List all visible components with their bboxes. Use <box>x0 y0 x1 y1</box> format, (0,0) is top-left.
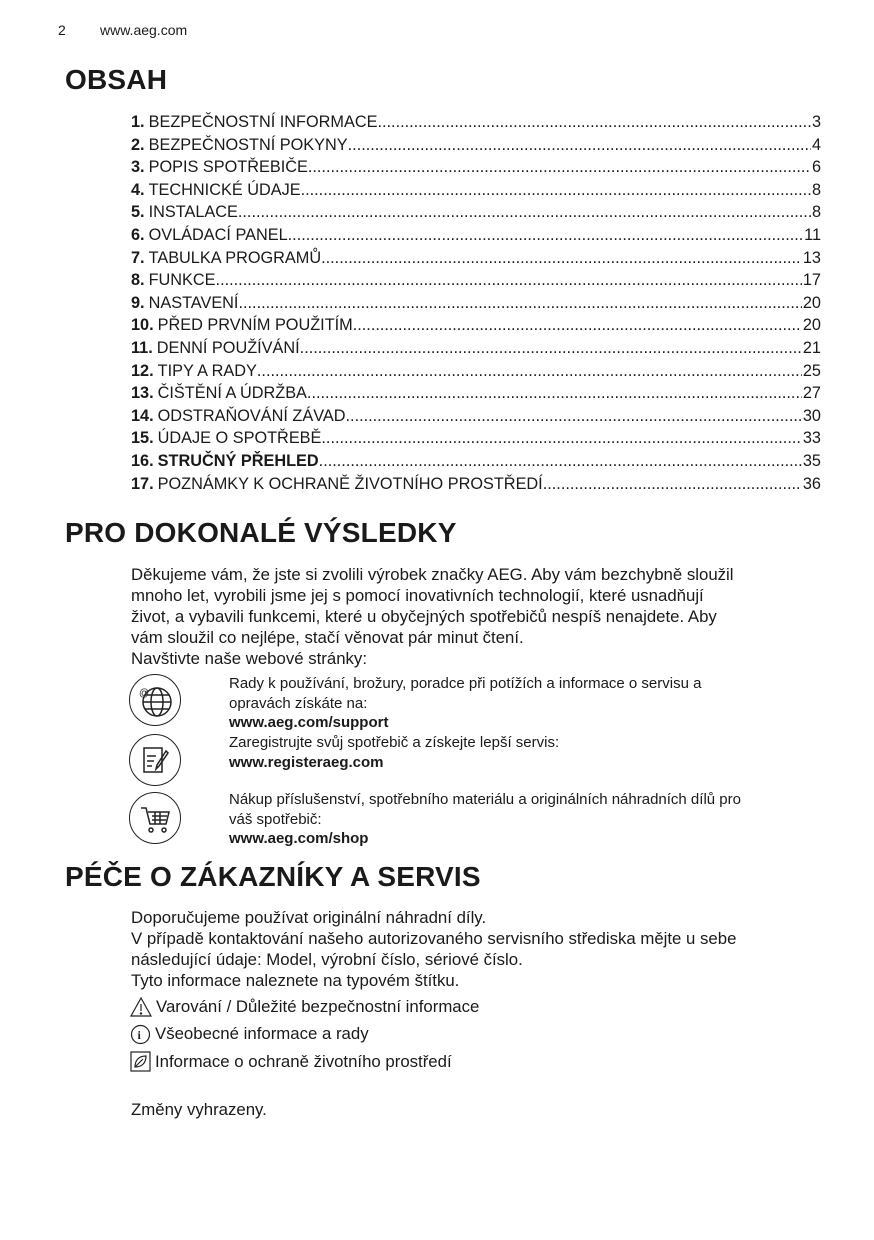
toc-leader <box>238 292 801 315</box>
toc-page: 13 <box>802 248 821 267</box>
toc-number: 16. <box>131 451 154 470</box>
symbol-legend <box>130 993 479 1076</box>
support-link[interactable]: www.aeg.com/support <box>229 714 389 731</box>
toc-leader <box>257 360 802 383</box>
toc-entry[interactable] <box>131 111 821 134</box>
toc-label: INSTALACE <box>148 203 238 222</box>
toc-leader <box>216 269 802 292</box>
changes-reserved: Změny vyhrazeny. <box>131 1100 267 1119</box>
toc-leader <box>308 156 811 179</box>
toc-label: ÚDAJE O SPOTŘEBĚ <box>157 429 322 448</box>
results-intro <box>131 564 831 669</box>
toc-entry[interactable] <box>131 450 821 473</box>
warning-icon <box>130 997 152 1017</box>
toc-page: 20 <box>802 316 821 335</box>
intro-line: mnoho let, vyrobili jsme jej s pomocí inovativních technologií, které usnadňují <box>131 586 704 605</box>
toc-label: TABULKA PROGRAMŮ <box>148 248 322 267</box>
toc-leader <box>543 473 802 496</box>
register-icon <box>129 734 181 786</box>
toc-label: TECHNICKÉ ÚDAJE <box>148 180 301 199</box>
toc-leader <box>301 179 811 202</box>
toc-leader <box>238 201 811 224</box>
legend-label: Informace o ochraně životního prostředí <box>155 1051 452 1071</box>
toc-entry[interactable] <box>131 247 821 270</box>
toc-label: STRUČNÝ PŘEHLED <box>157 451 319 470</box>
toc-leader <box>346 405 802 428</box>
toc-label: BEZPEČNOSTNÍ POKYNY <box>148 135 348 154</box>
toc-page: 6 <box>811 158 821 177</box>
toc-label: POPIS SPOTŘEBIČE <box>148 158 308 177</box>
legend-info <box>130 1021 479 1049</box>
toc-number: 9. <box>131 293 145 312</box>
toc-number: 6. <box>131 225 145 244</box>
toc-number: 8. <box>131 271 145 290</box>
toc-entry[interactable] <box>131 382 821 405</box>
toc-number: 12. <box>131 361 154 380</box>
svg-text:@: @ <box>139 688 150 699</box>
toc-page: 33 <box>802 429 821 448</box>
toc-page: 3 <box>811 113 821 131</box>
toc-number: 15. <box>131 429 154 448</box>
toc-label: PŘED PRVNÍM POUŽITÍM <box>157 316 353 335</box>
toc-leader <box>288 224 803 247</box>
shop-text: váš spotřebič: <box>229 810 322 828</box>
toc-page: 30 <box>802 406 821 425</box>
shop-link[interactable]: www.aeg.com/shop <box>229 830 369 847</box>
toc-entry[interactable] <box>131 269 821 292</box>
toc-entry[interactable] <box>131 427 821 450</box>
support-info <box>229 674 809 733</box>
results-title: PRO DOKONALÉ VÝSLEDKY <box>65 517 457 548</box>
toc-page: 27 <box>802 384 821 403</box>
toc-leader <box>348 134 811 157</box>
toc-entry[interactable] <box>131 201 821 224</box>
toc-page: 36 <box>802 474 821 493</box>
toc-leader <box>307 382 802 405</box>
service-line: následující údaje: Model, výrobní číslo, sériové číslo. <box>131 950 523 969</box>
toc-entry[interactable] <box>131 337 821 360</box>
leaf-icon <box>130 1051 151 1072</box>
toc-number: 4. <box>131 180 145 199</box>
toc-label: BEZPEČNOSTNÍ INFORMACE <box>148 113 378 131</box>
intro-line: Děkujeme vám, že jste si zvolili výrobek značky AEG. Aby vám bezchybně sloužil <box>131 565 734 584</box>
service-title: PÉČE O ZÁKAZNÍKY A SERVIS <box>65 861 481 892</box>
cart-icon <box>129 792 181 844</box>
toc-leader <box>353 314 802 337</box>
toc-label: FUNKCE <box>148 271 216 290</box>
toc-entry[interactable] <box>131 156 821 179</box>
register-text: Zaregistrujte svůj spotřebič a získejte lepší servis: <box>229 734 560 751</box>
support-text: opravách získáte na: <box>229 694 368 712</box>
shop-text: Nákup příslušenství, spotřebního materiálu a originálních náhradních dílů pro <box>229 791 741 808</box>
service-line: Tyto informace naleznete na typovém štítku. <box>131 971 460 990</box>
site-url: www.aeg.com <box>100 22 188 38</box>
toc-leader <box>300 337 802 360</box>
toc-title: OBSAH <box>65 64 168 95</box>
support-text: Rady k používání, brožury, poradce při potížích a informace o servisu a <box>229 675 702 692</box>
intro-line: Navštivte naše webové stránky: <box>131 649 367 668</box>
toc-entry[interactable] <box>131 224 821 247</box>
toc-label: POZNÁMKY K OCHRANĚ ŽIVOTNÍHO PROSTŘEDÍ <box>157 474 543 493</box>
toc-number: 2. <box>131 135 145 154</box>
page-number: 2 <box>58 22 66 38</box>
toc-entry[interactable] <box>131 134 821 157</box>
legend-environment <box>130 1048 479 1076</box>
toc-page: 11 <box>804 225 821 244</box>
register-link[interactable]: www.registeraeg.com <box>229 753 384 771</box>
toc-number: 3. <box>131 158 145 177</box>
toc-entry[interactable] <box>131 292 821 315</box>
info-icon <box>130 1024 151 1045</box>
toc-label: NASTAVENÍ <box>148 293 239 312</box>
toc-label: DENNÍ POUŽÍVÁNÍ <box>156 338 300 357</box>
legend-warning <box>130 993 479 1021</box>
toc-label: OVLÁDACÍ PANEL <box>148 225 288 244</box>
intro-line: vám sloužil co nejlépe, stačí věnovat pár minut čtení. <box>131 628 524 647</box>
toc-number: 11. <box>131 338 153 357</box>
service-text <box>131 907 831 991</box>
toc-page: 21 <box>802 338 821 357</box>
legend-label: Všeobecné informace a rady <box>155 1024 369 1044</box>
toc-entry[interactable] <box>131 405 821 428</box>
shop-info <box>229 790 809 849</box>
toc-page: 8 <box>811 203 821 222</box>
toc-label: ODSTRAŇOVÁNÍ ZÁVAD <box>157 406 346 425</box>
svg-text:i: i <box>137 1027 141 1042</box>
toc-entry[interactable] <box>131 360 821 383</box>
toc-page: 20 <box>802 293 821 312</box>
toc-page: 4 <box>811 135 821 154</box>
legend-label: Varování / Důležité bezpečnostní informace <box>156 996 480 1016</box>
toc-number: 13. <box>131 384 154 403</box>
toc-entry[interactable] <box>131 314 821 337</box>
toc-page: 17 <box>802 271 821 290</box>
toc-number: 7. <box>131 248 145 267</box>
toc-entry[interactable] <box>131 473 821 496</box>
toc-number: 1. <box>131 113 145 131</box>
toc-leader <box>321 427 801 450</box>
toc-label: TIPY A RADY <box>157 361 257 380</box>
toc-label: ČIŠTĚNÍ A ÚDRŽBA <box>157 384 307 403</box>
toc-number: 10. <box>131 316 154 335</box>
globe-icon <box>129 674 181 726</box>
toc-number: 14. <box>131 406 154 425</box>
toc-leader <box>321 247 802 270</box>
toc-leader <box>319 450 802 473</box>
toc-page: 8 <box>811 180 821 199</box>
toc-page: 25 <box>802 361 821 380</box>
service-line: Doporučujeme používat originální náhradní díly. <box>131 908 487 927</box>
toc-entry[interactable] <box>131 179 821 202</box>
register-info <box>229 733 809 772</box>
toc-number: 5. <box>131 203 145 222</box>
toc-leader <box>377 111 810 134</box>
toc-page: 35 <box>802 451 821 470</box>
service-line: V případě kontaktování našeho autorizovaného servisního střediska mějte u sebe <box>131 929 737 948</box>
table-of-contents <box>131 111 821 495</box>
intro-line: život, a vybavili funkcemi, které u obyčejných spotřebičů nespíš nenajdete. Aby <box>131 607 717 626</box>
toc-number: 17. <box>131 474 154 493</box>
